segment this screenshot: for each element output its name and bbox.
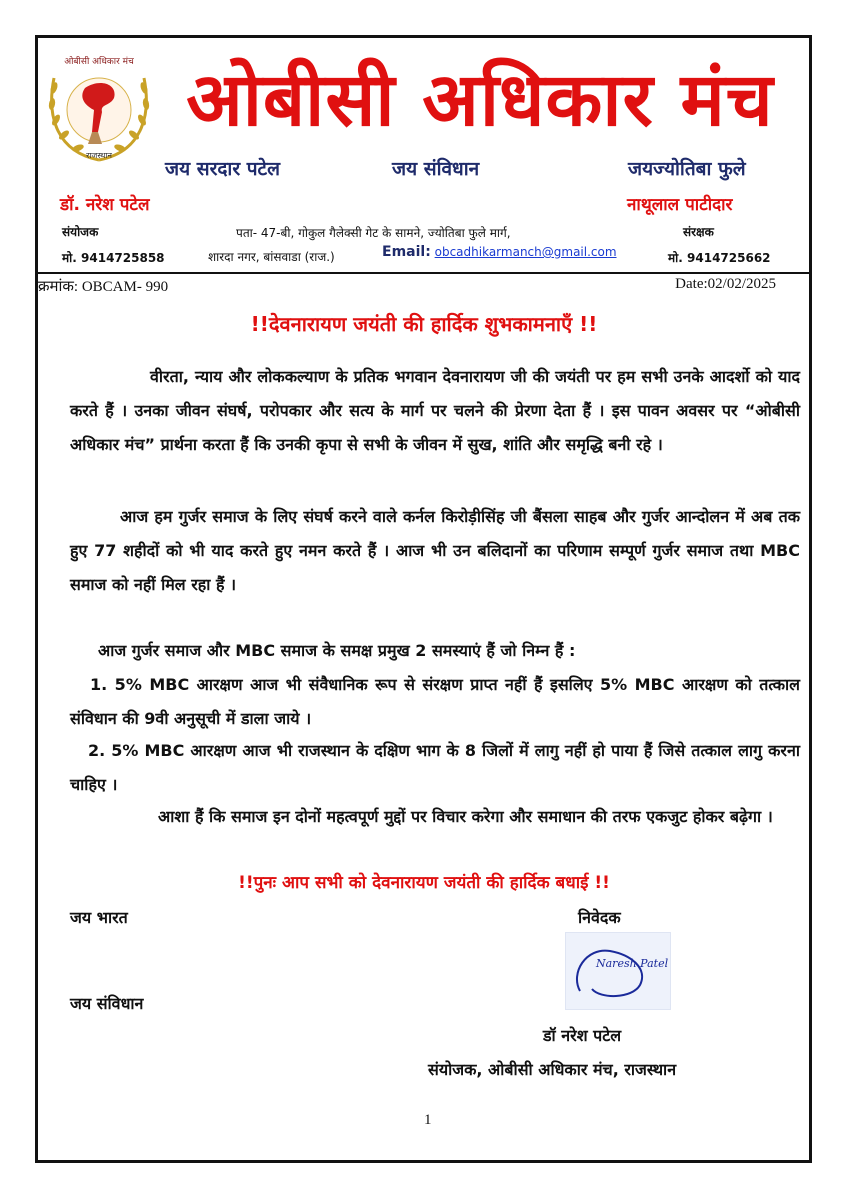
paragraph-2: आज हम गुर्जर समाज के लिए संघर्ष करने वाले कर्नल किरोड़ीसिंह जी बैंसला साहब और गुर्जर आन्दोलन में अब तक हुए 77 शहीदों को भी याद करते हुए नमन करते हैं । आज भी उन बलिदानों का परिणाम सम्पूर्ण गुर्जर समाज तथा MBC समाज को नहीं मिल रहा हैं । <box>70 507 800 594</box>
paragraph-1: वीरता, न्याय और लोककल्याण के प्रतिक भगवान देवनारायण जी की जयंती पर हम सभी उनके आदर्शो को याद करते हैं । उनका जीवन संघर्ष, परोपकार और सत्य के मार्ग पर चलने की प्रेरणा देता हैं । इस पावन अवसर पर “ओबीसी अधिकार मंच” प्रार्थना करता हैं कि उनकी कृपा से सभी के जीवन में सुख, शांति और समृद्धि बनी रहे । <box>70 367 800 454</box>
letter-heading: !!देवनारायण जयंती की हार्दिक शुभकामनाएँ !! <box>250 312 598 336</box>
address-line-2: शारदा नगर, बांसवाडा (राज.) <box>208 250 335 264</box>
org-title: ओबीसी अधिकार मंच <box>186 57 774 143</box>
left-person-phone: मो. 9414725858 <box>62 251 165 265</box>
jai-samvidhan: जय संविधान <box>70 994 144 1013</box>
reference-number: क्रमांक: OBCAM- 990 <box>38 279 169 295</box>
left-person-role: संयोजक <box>62 225 99 239</box>
email-label: Email: <box>382 244 431 260</box>
signature-image <box>565 932 671 1010</box>
signature-text: Naresh Patel <box>596 957 669 970</box>
slogan-jyotiba-phule: जयज्योतिबा फुले <box>628 158 746 180</box>
signer-name: डॉ नरेश पटेल <box>543 1026 622 1045</box>
page-number: 1 <box>424 1112 432 1128</box>
left-person-name: डॉ. नरेश पटेल <box>60 195 150 215</box>
logo-text-top: ओबीसी अधिकार मंच <box>64 57 134 67</box>
list-item-2: 2. 5% MBC आरक्षण आज भी राजस्थान के दक्षिण भाग के 8 जिलों में लागु नहीं हो पाया हैं जिसे तत्काल लागु करना चाहिए । <box>70 741 800 794</box>
right-person-role: संरक्षक <box>683 225 714 239</box>
paragraph-3: आज गुर्जर समाज और MBC समाज के समक्ष प्रमुख 2 समस्याएं हैं जो निम्न हैं : <box>98 641 576 660</box>
email-block <box>382 244 617 260</box>
slogan-samvidhan: जय संविधान <box>392 158 480 180</box>
letter-date: Date:02/02/2025 <box>675 276 776 292</box>
header-divider <box>36 272 811 274</box>
logo-text-bottom: राजस्थान <box>86 151 112 160</box>
jai-bharat: जय भारत <box>70 908 128 927</box>
email-link[interactable]: obcadhikarmanch@gmail.com <box>434 245 617 259</box>
nivedak-label: निवेदक <box>578 908 621 927</box>
closing-greeting: !!पुनः आप सभी को देवनारायण जयंती की हार्दिक बधाई !! <box>238 873 610 893</box>
address-line-1: पता- 47-बी, गोकुल गैलेक्सी गेट के सामने, ज्योतिबा फुले मार्ग, <box>236 226 511 240</box>
slogan-sardar-patel: जय सरदार पटेल <box>165 158 280 180</box>
org-logo <box>40 48 158 166</box>
list-item-1: 1. 5% MBC आरक्षण आज भी संवैधानिक रूप से संरक्षण प्राप्त नहीं हैं इसलिए 5% MBC आरक्षण को तत्काल संविधान की 9वी अनुसूची में डाला जाये । <box>70 675 800 728</box>
paragraph-4: आशा हैं कि समाज इन दोनों महत्वपूर्ण मुद्दों पर विचार करेगा और समाधान की तरफ एकजुट होकर बढ़ेगा । <box>158 807 773 826</box>
right-person-phone: मो. 9414725662 <box>668 251 771 265</box>
right-person-name: नाथूलाल पाटीदार <box>627 195 733 215</box>
signer-title: संयोजक, ओबीसी अधिकार मंच, राजस्थान <box>428 1060 677 1079</box>
